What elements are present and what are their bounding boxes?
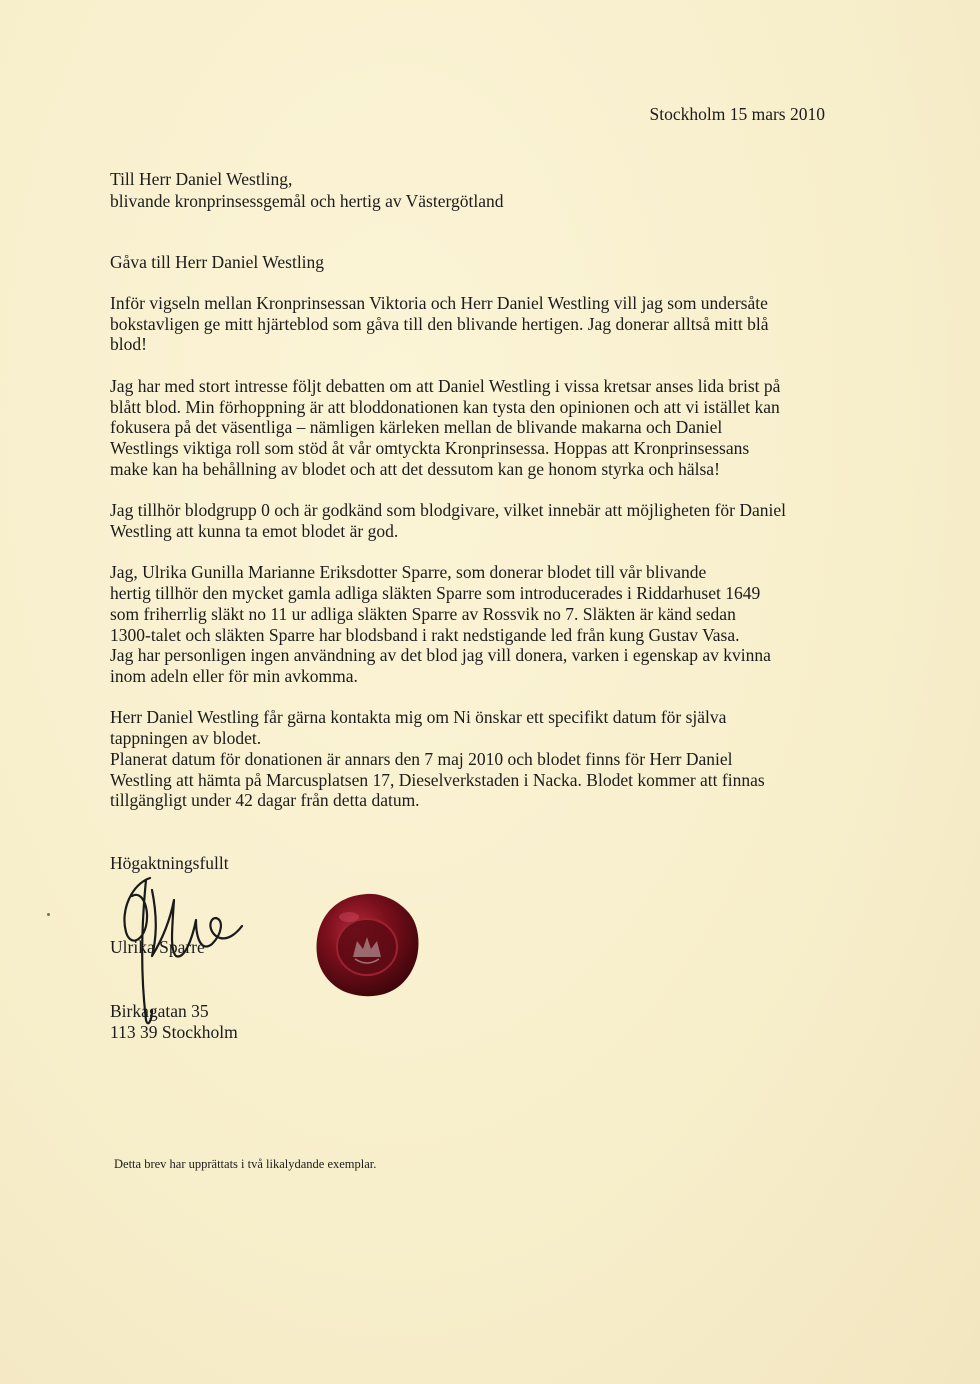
body-line: Herr Daniel Westling får gärna kontakta mig om Ni önskar ett specifikt datum för själva (110, 707, 727, 728)
body-line: Westling att hämta på Marcusplatsen 17, Dieselverkstaden i Nacka. Blodet kommer att finnas (110, 769, 765, 790)
body-line: Jag har personligen ingen användning av det blod jag vill donera, varken i egenskap av kvinna (110, 645, 771, 666)
body-line: Jag har med stort intresse följt debatten om att Daniel Westling i vissa kretsar anses lida brist på (110, 375, 781, 396)
paragraph (110, 562, 896, 686)
body-line: 1300-talet och släkten Sparre har blodsband i rakt nedstigande led från kung Gustav Vasa. (110, 624, 740, 645)
body-line: make kan ha behållning av blodet och att det dessutom kan ge honom styrka och hälsa! (110, 458, 720, 479)
body-line: Inför vigseln mellan Kronprinsessan Viktoria och Herr Daniel Westling vill jag som undersåte (110, 293, 768, 313)
recipient-block (110, 168, 504, 212)
body-line: Jag tillhör blodgrupp 0 och är godkänd som blodgivare, vilket innebär att möjligheten för Daniel (110, 500, 787, 521)
body-line: tillgängligt under 42 dagar från detta datum. (110, 790, 420, 811)
body-line: blod! (110, 334, 147, 355)
recipient-line: Till Herr Daniel Westling, (110, 169, 293, 189)
body-line: hertig tillhör den mycket gamla adliga släkten Sparre som introducerades i Riddarhuset 1649 (110, 583, 761, 604)
paragraph (110, 707, 896, 811)
address-line: Birkagatan 35 (110, 1001, 209, 1021)
body-line: fokusera på det väsentliga – nämligen kärleken mellan de blivande makarna och Daniel (110, 417, 723, 438)
body-line: Jag, Ulrika Gunilla Marianne Eriksdotter Sparre, som donerar blodet till vår blivande (110, 562, 707, 583)
paragraph (110, 376, 896, 480)
body-line: blått blod. Min förhoppning är att bloddonationen kan tysta den opinionen och att vi istället kan (110, 396, 780, 417)
body-line: inom adeln eller för min avkomma. (110, 665, 358, 686)
body-line: Westlings viktiga roll som stöd åt vår omtyckta Kronprinsessa. Hoppas att Kronprinsessans (110, 438, 750, 459)
signature-name: Ulrika Sparre (110, 937, 205, 957)
body-line: Westling att kunna ta emot blodet är god. (110, 520, 399, 541)
body-line: tappningen av blodet. (110, 728, 262, 749)
paragraph (110, 293, 896, 355)
footer-note: Detta brev har upprättats i två likalydande exemplar. (114, 1157, 377, 1171)
letter-body (110, 293, 896, 832)
closing-line: Högaktningsfullt (110, 853, 229, 873)
body-line: Planerat datum för donationen är annars den 7 maj 2010 och blodet finns för Herr Daniel (110, 748, 733, 769)
wax-seal (313, 891, 421, 999)
subject-line: Gåva till Herr Daniel Westling (110, 252, 325, 272)
date-line: Stockholm 15 mars 2010 (649, 104, 825, 124)
body-line: som friherrlig släkt no 11 ur adliga släkten Sparre av Rossvik no 7. Släkten är känd sedan (110, 603, 736, 624)
address-line: 113 39 Stockholm (110, 1022, 238, 1042)
body-line: bokstavligen ge mitt hjärteblod som gåva till den blivande hertigen. Jag donerar alltså mitt blå (110, 313, 769, 334)
recipient-line: blivande kronprinsessgemål och hertig av Västergötland (110, 191, 504, 211)
paragraph (110, 500, 896, 541)
sender-address (110, 1001, 238, 1043)
paper-speck (47, 913, 50, 916)
